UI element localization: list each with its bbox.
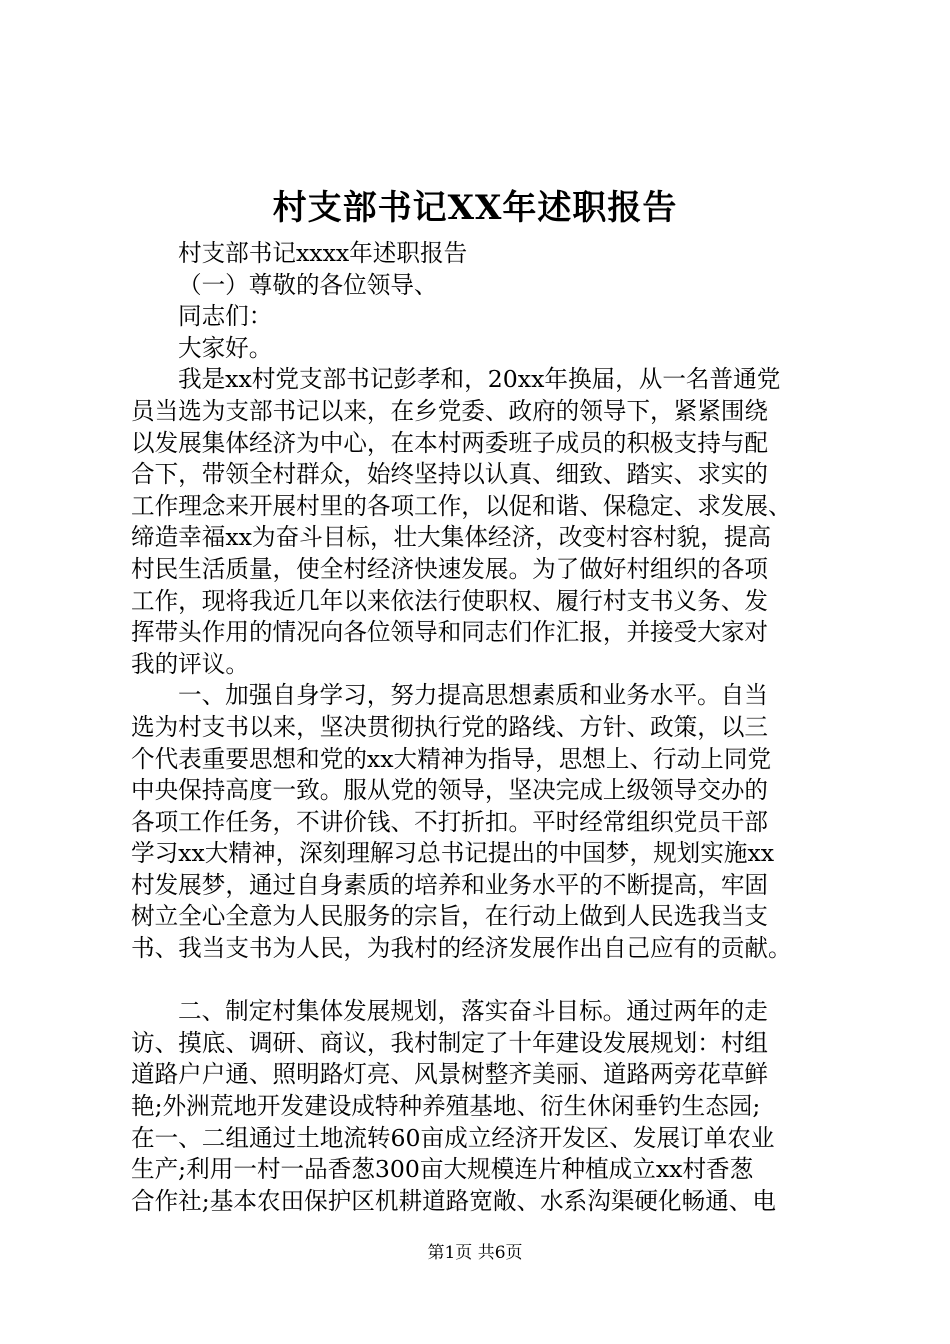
- text-line: 艳;外洲荒地开发建设成特种养殖基地、衍生休闲垂钓生态园;: [131, 1092, 761, 1121]
- text-line: 生产;利用一村一品香葱300亩大规模连片种植成立xx村香葱: [131, 1155, 754, 1184]
- text-line: 合作社;基本农田保护区机耕道路宽敞、水系沟渠硬化畅通、电: [131, 1186, 776, 1215]
- text-line: 村发展梦，通过自身素质的培养和业务水平的不断提高，牢固: [131, 870, 769, 899]
- text-line: 同志们：: [178, 302, 273, 331]
- text-line: 以发展集体经济为中心，在本村两委班子成员的积极支持与配: [131, 428, 769, 457]
- document-body: [131, 238, 831, 1217]
- text-line: 在一、二组通过土地流转60亩成立经济开发区、发展订单农业: [131, 1123, 775, 1152]
- text-line: 树立全心全意为人民服务的宗旨，在行动上做到人民选我当支: [131, 902, 769, 931]
- text-line: 访、摸底、调研、商议，我村制定了十年建设发展规划：村组: [131, 1028, 769, 1057]
- text-line: 村民生活质量，使全村经济快速发展。为了做好村组织的各项: [131, 554, 769, 583]
- text-line: 中央保持高度一致。服从党的领导，坚决完成上级领导交办的: [131, 776, 769, 805]
- text-line: 工作，现将我近几年以来依法行使职权、履行村支书义务、发: [131, 586, 769, 615]
- text-line: 个代表重要思想和党的xx大精神为指导，思想上、行动上同党: [131, 744, 772, 773]
- text-line: 道路户户通、照明路灯亮、风景树整齐美丽、道路两旁花草鲜: [131, 1060, 769, 1089]
- text-line: 我是xx村党支部书记彭孝和，20xx年换届，从一名普通党: [178, 365, 781, 394]
- text-line: 我的评议。: [131, 649, 249, 678]
- text-line: 缔造幸福xx为奋斗目标，壮大集体经济，改变村容村貌，提高: [131, 523, 772, 552]
- text-line: 大家好。: [178, 333, 273, 362]
- document-title: 村支部书记XX年述职报告: [272, 188, 678, 228]
- text-line: 合下，带领全村群众，始终坚持以认真、细致、踏实、求实的: [131, 460, 769, 489]
- text-line: 学习xx大精神，深刻理解习总书记提出的中国梦，规划实施xx: [131, 839, 775, 868]
- text-line: 员当选为支部书记以来，在乡党委、政府的领导下，紧紧围绕: [131, 396, 769, 425]
- text-line: （一）尊敬的各位领导、: [178, 270, 438, 299]
- text-line: 书、我当支书为人民，为我村的经济发展作出自己应有的贡献。: [131, 934, 792, 963]
- text-line: 二、制定村集体发展规划，落实奋斗目标。通过两年的走: [178, 997, 768, 1026]
- text-line: 工作理念来开展村里的各项工作，以促和谐、保稳定、求发展、: [131, 491, 792, 520]
- text-line: 挥带头作用的情况向各位领导和同志们作汇报，并接受大家对: [131, 618, 769, 647]
- paragraph-gap: [131, 965, 831, 997]
- text-line: 选为村支书以来，坚决贯彻执行党的路线、方针、政策，以三: [131, 712, 769, 741]
- text-line: 村支部书记xxxx年述职报告: [178, 239, 468, 267]
- text-line: 各项工作任务，不讲价钱、不打折扣。平时经常组织党员干部: [131, 807, 769, 836]
- text-line: 一、加强自身学习，努力提高思想素质和业务水平。自当: [178, 681, 768, 710]
- page-footer: 第1页 共6页: [427, 1243, 523, 1263]
